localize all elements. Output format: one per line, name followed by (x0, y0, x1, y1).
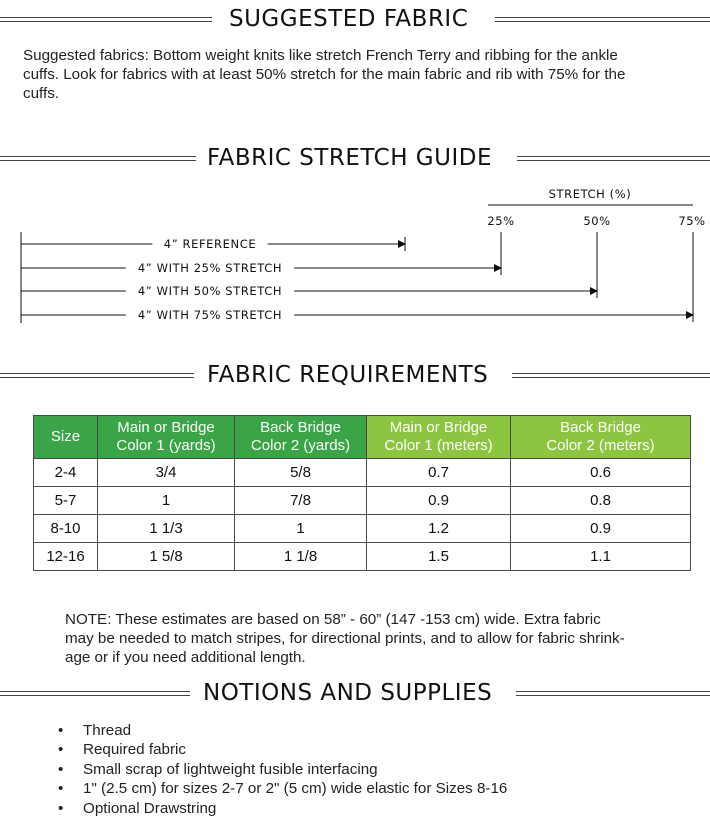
cell-main-yards: 1 1/3 (98, 515, 235, 543)
cell-size: 12-16 (34, 543, 98, 571)
cell-back-meters: 0.8 (511, 487, 691, 515)
stretch-row-label: 4” WITH 25% STRETCH (137, 261, 283, 275)
requirements-note (65, 610, 705, 667)
heading-rule-left (0, 17, 212, 22)
heading-rule-left (0, 691, 190, 696)
section-title: FABRIC REQUIREMENTS (207, 362, 489, 388)
cell-back-meters: 0.9 (511, 515, 691, 543)
cell-size: 2-4 (34, 459, 98, 487)
stretch-row-label: 4” WITH 50% STRETCH (137, 284, 283, 298)
cell-back-yards: 1 1/8 (235, 543, 367, 571)
header-main-yards: Main or Bridge Color 1 (yards) (98, 416, 235, 459)
stretch-guide-heading (0, 143, 710, 173)
stretch-tick-label: 50% (583, 214, 611, 228)
header-main-meters: Main or Bridge Color 1 (meters) (367, 416, 511, 459)
table-row (34, 515, 691, 543)
list-item: • Small scrap of lightweight fusible interfacing (58, 760, 378, 778)
cell-back-yards: 1 (235, 515, 367, 543)
heading-rule-right (512, 373, 710, 378)
cell-main-yards: 1 (98, 487, 235, 515)
suggested-fabric-text (23, 46, 703, 103)
stretch-guide-diagram (0, 180, 710, 330)
header-back-yards: Back Bridge Color 2 (yards) (235, 416, 367, 459)
heading-rule-right (516, 691, 710, 696)
text-line: Suggested fabrics: Bottom weight knits like stretch French Terry and ribbing for the ankle (23, 47, 618, 64)
list-item: • Optional Drawstring (58, 799, 217, 817)
bullet-icon: • (58, 780, 64, 798)
section-title: FABRIC STRETCH GUIDE (207, 145, 492, 171)
section-title: SUGGESTED FABRIC (229, 6, 469, 32)
cell-main-yards: 1 5/8 (98, 543, 235, 571)
cell-size: 5-7 (34, 487, 98, 515)
notions-list (0, 721, 507, 818)
note-line: NOTE: These estimates are based on 58” - 60” (147 -153 cm) wide. Extra fabric (65, 611, 601, 628)
cell-main-meters: 0.9 (367, 487, 511, 515)
cell-main-meters: 1.2 (367, 515, 511, 543)
header-size: Size (34, 416, 98, 459)
stretch-tick-label: 75% (678, 214, 706, 228)
header-back-meters: Back Bridge Color 2 (meters) (511, 416, 691, 459)
cell-main-meters: 0.7 (367, 459, 511, 487)
cell-back-yards: 5/8 (235, 459, 367, 487)
text-line: cuffs. Look for fabrics with at least 50% stretch for the main fabric and rib with 75% for the (23, 66, 626, 83)
bullet-icon: • (58, 741, 64, 759)
cell-main-yards: 3/4 (98, 459, 235, 487)
stretch-percent-label: STRETCH (%) (548, 187, 632, 201)
list-item: • Thread (58, 722, 132, 739)
list-item: • 1" (2.5 cm) for sizes 2-7 or 2" (5 cm) wide elastic for Sizes 8-16 (58, 780, 508, 798)
fabric-requirements-table (33, 415, 691, 571)
bullet-icon: • (58, 722, 64, 739)
suggested-fabric-heading (0, 4, 710, 34)
bullet-icon: • (58, 760, 64, 778)
heading-rule-left (0, 156, 196, 161)
table-header-row (34, 416, 691, 459)
table-row (34, 459, 691, 487)
cell-size: 8-10 (34, 515, 98, 543)
heading-rule-right (495, 17, 710, 22)
stretch-row-label: 4” WITH 75% STRETCH (137, 308, 283, 322)
notions-heading (0, 678, 710, 708)
text-line: cuffs. (23, 85, 60, 102)
stretch-row-label: 4” REFERENCE (163, 237, 257, 251)
heading-rule-left (0, 373, 194, 378)
stretch-tick-label: 25% (487, 214, 515, 228)
cell-back-meters: 1.1 (511, 543, 691, 571)
list-item: • Required fabric (58, 741, 186, 759)
note-line: age or if you need additional length. (65, 649, 306, 666)
heading-rule-right (517, 156, 710, 161)
table-row (34, 543, 691, 571)
section-title: NOTIONS AND SUPPLIES (203, 680, 493, 706)
cell-back-meters: 0.6 (511, 459, 691, 487)
cell-main-meters: 1.5 (367, 543, 511, 571)
cell-back-yards: 7/8 (235, 487, 367, 515)
note-line: may be needed to match stripes, for directional prints, and to allow for fabric shrink- (65, 630, 625, 647)
bullet-icon: • (58, 799, 64, 817)
requirements-heading (0, 360, 710, 390)
table-row (34, 487, 691, 515)
